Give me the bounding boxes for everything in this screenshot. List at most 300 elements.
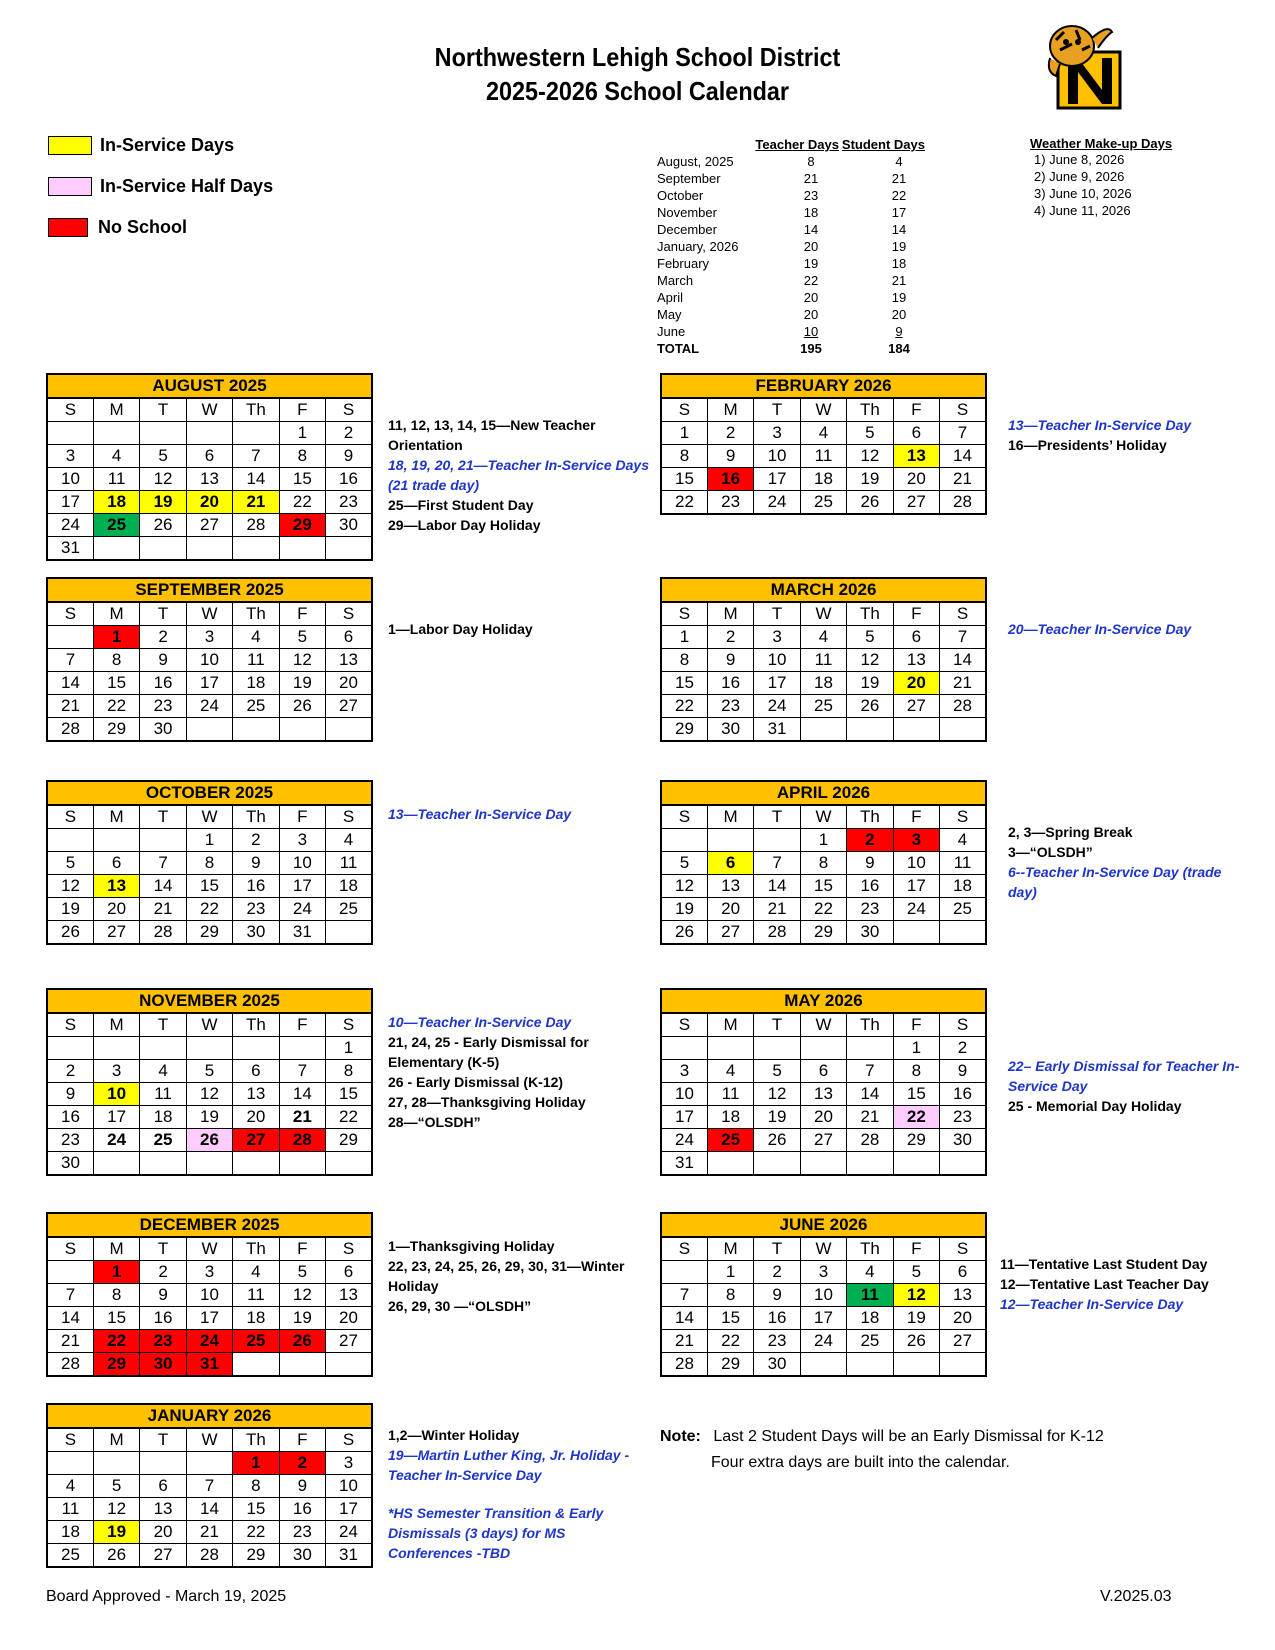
calendar-note-line: 25—First Student Day	[388, 497, 534, 513]
day-cell: 16	[707, 672, 753, 695]
day-cell: 22	[186, 898, 232, 921]
calendar-note-line: 18, 19, 20, 21—Teacher In-Service Days (21 trade day)	[388, 457, 649, 493]
days-row	[657, 187, 925, 204]
day-cell: 11	[233, 649, 279, 672]
day-cell: 27	[140, 1544, 186, 1568]
week-row	[661, 1129, 986, 1152]
day-cell: 3	[754, 626, 800, 649]
day-cell: 13	[893, 445, 939, 468]
empty-cell	[93, 1037, 139, 1060]
day-cell: 15	[279, 468, 325, 491]
calendar-note-line: 3—“OLSDH”	[1008, 844, 1093, 860]
day-cell: 17	[800, 1307, 846, 1330]
month-label: November	[657, 205, 717, 220]
day-cell: 9	[233, 852, 279, 875]
days-table-body	[657, 153, 925, 357]
day-cell: 10	[279, 852, 325, 875]
empty-cell	[279, 1152, 325, 1176]
days-total-row	[657, 340, 925, 357]
weekday-header: S	[47, 1429, 93, 1452]
day-cell: 12	[847, 445, 893, 468]
day-cell: 5	[140, 445, 186, 468]
days-row	[657, 221, 925, 238]
weekday-header: W	[186, 1014, 232, 1037]
day-cell: 17	[326, 1498, 372, 1521]
empty-cell	[186, 1037, 232, 1060]
weekday-header: M	[93, 1238, 139, 1261]
empty-cell	[233, 537, 279, 561]
day-cell: 11	[847, 1284, 893, 1307]
weekday-header: M	[93, 1014, 139, 1037]
empty-cell	[754, 1152, 800, 1176]
calendar-note-line: 10—Teacher In-Service Day	[388, 1014, 572, 1030]
day-cell: 20	[233, 1106, 279, 1129]
month-label: April	[657, 290, 684, 305]
weekday-header: Th	[847, 1014, 893, 1037]
empty-cell	[47, 1261, 93, 1284]
empty-cell	[93, 537, 139, 561]
day-cell: 20	[93, 898, 139, 921]
day-cell: 1	[279, 422, 325, 445]
week-row	[661, 649, 986, 672]
day-cell: 3	[279, 829, 325, 852]
day-cell: 16	[279, 1498, 325, 1521]
student-days: 19	[891, 290, 907, 305]
day-cell: 19	[847, 468, 893, 491]
day-cell: 6	[233, 1060, 279, 1083]
day-cell: 26	[186, 1129, 232, 1152]
day-cell: 21	[847, 1106, 893, 1129]
day-cell: 2	[940, 1037, 986, 1060]
weekday-header: W	[186, 1238, 232, 1261]
day-cell: 8	[233, 1475, 279, 1498]
day-cell: 16	[140, 672, 186, 695]
week-row	[661, 445, 986, 468]
day-cell: 23	[707, 491, 753, 515]
month-label: September	[657, 171, 721, 186]
day-cell: 26	[279, 695, 325, 718]
empty-cell	[140, 1037, 186, 1060]
calendar-note	[660, 1424, 1104, 1476]
day-cell: 29	[661, 718, 707, 742]
calendar-note-line: 1—Thanksgiving Holiday	[388, 1238, 555, 1254]
day-cell: 9	[140, 649, 186, 672]
day-cell: 29	[800, 921, 846, 945]
day-cell: 15	[93, 1307, 139, 1330]
day-cell: 23	[279, 1521, 325, 1544]
month-label: August, 2025	[657, 154, 734, 169]
week-row	[661, 1353, 986, 1377]
day-cell: 5	[279, 626, 325, 649]
day-cell: 11	[800, 649, 846, 672]
day-cell: 19	[279, 1307, 325, 1330]
day-cell: 1	[93, 626, 139, 649]
day-cell: 28	[140, 921, 186, 945]
day-cell: 29	[279, 514, 325, 537]
weekday-header: F	[893, 603, 939, 626]
weekday-header: F	[893, 1238, 939, 1261]
day-cell: 2	[47, 1060, 93, 1083]
day-cell: 3	[754, 422, 800, 445]
day-cell: 19	[186, 1106, 232, 1129]
empty-cell	[93, 1452, 139, 1475]
day-cell: 25	[707, 1129, 753, 1152]
month-calendar	[46, 780, 373, 945]
day-cell: 22	[279, 491, 325, 514]
day-cell: 14	[661, 1307, 707, 1330]
day-cell: 17	[186, 1307, 232, 1330]
student-days: 17	[891, 205, 907, 220]
month-calendar	[46, 1212, 373, 1377]
day-cell: 27	[233, 1129, 279, 1152]
day-cell: 12	[279, 649, 325, 672]
day-cell: 19	[140, 491, 186, 514]
student-days: 9	[895, 324, 903, 339]
day-cell: 13	[326, 649, 372, 672]
day-cell: 5	[186, 1060, 232, 1083]
week-row	[661, 898, 986, 921]
day-cell: 25	[93, 514, 139, 537]
makeup-item: 2) June 9, 2026	[1034, 169, 1125, 184]
day-cell: 26	[847, 695, 893, 718]
day-cell: 23	[326, 491, 372, 514]
week-row	[47, 514, 372, 537]
month-header: NOVEMBER 2025	[46, 988, 373, 1013]
day-cell: 19	[893, 1307, 939, 1330]
empty-cell	[661, 829, 707, 852]
week-row	[661, 422, 986, 445]
day-cell: 18	[233, 1307, 279, 1330]
day-cell: 11	[940, 852, 986, 875]
weekday-header: F	[893, 1014, 939, 1037]
day-cell: 20	[800, 1106, 846, 1129]
weekday-header: M	[707, 399, 753, 422]
empty-cell	[279, 1353, 325, 1377]
days-row	[657, 272, 925, 289]
weekday-header: W	[800, 399, 846, 422]
weekday-header: Th	[847, 806, 893, 829]
empty-cell	[186, 1152, 232, 1176]
week-row	[47, 1037, 372, 1060]
day-cell: 10	[754, 649, 800, 672]
day-cell: 15	[661, 672, 707, 695]
days-row	[657, 170, 925, 187]
day-cell: 2	[233, 829, 279, 852]
day-cell: 26	[279, 1330, 325, 1353]
day-cell: 2	[140, 626, 186, 649]
day-cell: 14	[186, 1498, 232, 1521]
day-cell: 20	[707, 898, 753, 921]
day-cell: 30	[47, 1152, 93, 1176]
weekday-header: S	[326, 1429, 372, 1452]
makeup-item: 1) June 8, 2026	[1034, 152, 1125, 167]
total-label: TOTAL	[657, 341, 700, 356]
weekday-header: M	[93, 1429, 139, 1452]
day-cell: 10	[800, 1284, 846, 1307]
day-cell: 21	[47, 1330, 93, 1353]
day-cell: 10	[47, 468, 93, 491]
month-label: March	[657, 273, 694, 288]
student-days: 22	[891, 188, 907, 203]
empty-cell	[940, 718, 986, 742]
teacher-days: 20	[803, 307, 819, 322]
day-cell: 4	[233, 1261, 279, 1284]
weekday-header: Th	[233, 1429, 279, 1452]
day-cell: 30	[754, 1353, 800, 1377]
day-cell: 24	[47, 514, 93, 537]
calendar-note-line: 11, 12, 13, 14, 15—New Teacher Orientation	[388, 417, 596, 453]
calendar-note-line: 27, 28—Thanksgiving Holiday	[388, 1094, 586, 1110]
month-calendar	[46, 373, 373, 561]
day-cell: 27	[186, 514, 232, 537]
week-row	[47, 1083, 372, 1106]
empty-cell	[893, 1353, 939, 1377]
month-notes	[1008, 822, 1240, 902]
teacher-days: 14	[803, 222, 819, 237]
day-cell: 14	[279, 1083, 325, 1106]
teacher-total: 195	[800, 341, 822, 356]
weekday-header: W	[186, 399, 232, 422]
day-cell: 17	[893, 875, 939, 898]
empty-cell	[754, 829, 800, 852]
month-notes	[1008, 1056, 1240, 1116]
weekday-header: T	[140, 603, 186, 626]
day-cell: 21	[661, 1330, 707, 1353]
day-cell: 10	[661, 1083, 707, 1106]
weekday-header: F	[279, 1238, 325, 1261]
day-cell: 15	[893, 1083, 939, 1106]
day-cell: 18	[800, 468, 846, 491]
day-cell: 17	[186, 672, 232, 695]
week-row	[47, 1452, 372, 1475]
day-cell: 26	[140, 514, 186, 537]
day-cell: 13	[707, 875, 753, 898]
week-row	[47, 898, 372, 921]
day-cell: 6	[707, 852, 753, 875]
day-cell: 7	[47, 1284, 93, 1307]
month-notes	[388, 619, 650, 639]
day-cell: 3	[186, 1261, 232, 1284]
month-notes	[1008, 415, 1240, 455]
week-row	[661, 1060, 986, 1083]
student-days: 21	[891, 171, 907, 186]
empty-cell	[847, 1037, 893, 1060]
day-cell: 15	[707, 1307, 753, 1330]
days-summary-table	[657, 136, 925, 357]
day-cell: 30	[233, 921, 279, 945]
empty-cell	[754, 1037, 800, 1060]
weekday-header: Th	[847, 1238, 893, 1261]
weekday-header: Th	[233, 1238, 279, 1261]
weekday-header: S	[47, 603, 93, 626]
day-cell: 11	[233, 1284, 279, 1307]
day-cell: 12	[279, 1284, 325, 1307]
day-cell: 10	[893, 852, 939, 875]
calendar-note-line: 1—Labor Day Holiday	[388, 621, 533, 637]
week-row	[661, 1083, 986, 1106]
day-cell: 30	[140, 1353, 186, 1377]
day-cell: 6	[326, 626, 372, 649]
day-cell: 5	[661, 852, 707, 875]
empty-cell	[279, 718, 325, 742]
day-cell: 4	[800, 422, 846, 445]
month-notes	[388, 804, 650, 824]
month-notes	[388, 415, 650, 535]
day-cell: 17	[279, 875, 325, 898]
month-calendar	[660, 577, 987, 742]
month-header: DECEMBER 2025	[46, 1212, 373, 1237]
day-cell: 5	[847, 422, 893, 445]
day-cell: 24	[893, 898, 939, 921]
legend-item-no-school	[48, 217, 187, 237]
empty-cell	[140, 1152, 186, 1176]
day-cell: 31	[661, 1152, 707, 1176]
teacher-days: 20	[803, 290, 819, 305]
month-label: October	[657, 188, 704, 203]
day-cell: 31	[754, 718, 800, 742]
empty-cell	[140, 1452, 186, 1475]
day-cell: 12	[661, 875, 707, 898]
day-cell: 20	[326, 1307, 372, 1330]
day-cell: 22	[800, 898, 846, 921]
day-cell: 16	[326, 468, 372, 491]
weekday-header: S	[940, 806, 986, 829]
day-cell: 2	[847, 829, 893, 852]
weather-makeup-days	[1030, 136, 1172, 219]
week-row	[661, 695, 986, 718]
day-cell: 26	[47, 921, 93, 945]
calendar-note-line: 25 - Memorial Day Holiday	[1008, 1098, 1182, 1114]
day-cell: 12	[847, 649, 893, 672]
day-cell: 3	[93, 1060, 139, 1083]
day-cell: 1	[233, 1452, 279, 1475]
day-cell: 28	[754, 921, 800, 945]
day-cell: 14	[47, 672, 93, 695]
day-cell: 13	[800, 1083, 846, 1106]
empty-cell	[279, 537, 325, 561]
day-cell: 25	[940, 898, 986, 921]
weekday-header: M	[93, 603, 139, 626]
weekday-header: S	[326, 1014, 372, 1037]
board-approved: Board Approved - March 19, 2025	[46, 1588, 287, 1605]
day-cell: 9	[940, 1060, 986, 1083]
day-cell: 30	[940, 1129, 986, 1152]
weekday-header: S	[940, 399, 986, 422]
day-cell: 27	[707, 921, 753, 945]
makeup-item: 4) June 11, 2026	[1034, 203, 1131, 218]
days-row	[657, 306, 925, 323]
teacher-days-header: Teacher Days	[755, 137, 839, 152]
day-cell: 20	[893, 468, 939, 491]
day-cell: 5	[754, 1060, 800, 1083]
week-row	[661, 1307, 986, 1330]
weekday-header: W	[186, 806, 232, 829]
empty-cell	[707, 829, 753, 852]
empty-cell	[279, 1037, 325, 1060]
day-cell: 6	[326, 1261, 372, 1284]
empty-cell	[661, 1037, 707, 1060]
day-cell: 9	[47, 1083, 93, 1106]
day-cell: 25	[847, 1330, 893, 1353]
day-cell: 29	[326, 1129, 372, 1152]
day-cell: 19	[93, 1521, 139, 1544]
day-cell: 28	[186, 1544, 232, 1568]
day-cell: 12	[140, 468, 186, 491]
month-label: December	[657, 222, 717, 237]
day-cell: 6	[93, 852, 139, 875]
weekday-header: W	[800, 1238, 846, 1261]
calendar-note-line: *HS Semester Transition & Early Dismissals (3 days) for MS Conferences -TBD	[388, 1505, 604, 1561]
weekday-header: S	[940, 1238, 986, 1261]
day-cell: 23	[233, 898, 279, 921]
days-row	[657, 153, 925, 170]
empty-cell	[93, 829, 139, 852]
day-cell: 28	[47, 1353, 93, 1377]
day-cell: 25	[326, 898, 372, 921]
calendar-note-line: 13—Teacher In-Service Day	[1008, 417, 1192, 433]
month-calendar	[660, 988, 987, 1176]
weekday-header: T	[140, 806, 186, 829]
weekday-header: S	[47, 1014, 93, 1037]
student-total: 184	[888, 341, 910, 356]
week-row	[47, 875, 372, 898]
empty-cell	[326, 537, 372, 561]
empty-cell	[47, 422, 93, 445]
day-cell: 27	[940, 1330, 986, 1353]
day-cell: 7	[186, 1475, 232, 1498]
day-cell: 10	[186, 1284, 232, 1307]
day-cell: 25	[233, 1330, 279, 1353]
week-row	[47, 537, 372, 561]
day-cell: 8	[93, 1284, 139, 1307]
day-cell: 16	[707, 468, 753, 491]
in-service-swatch	[48, 136, 92, 155]
weekday-header: T	[754, 1238, 800, 1261]
weekday-header: F	[893, 806, 939, 829]
empty-cell	[800, 1037, 846, 1060]
week-row	[47, 852, 372, 875]
day-cell: 1	[326, 1037, 372, 1060]
day-cell: 13	[93, 875, 139, 898]
empty-cell	[140, 537, 186, 561]
day-cell: 21	[279, 1106, 325, 1129]
day-cell: 12	[893, 1284, 939, 1307]
day-cell: 22	[661, 695, 707, 718]
day-cell: 7	[140, 852, 186, 875]
calendar-note-line: 2, 3—Spring Break	[1008, 824, 1133, 840]
weekday-header: M	[707, 603, 753, 626]
week-row	[661, 626, 986, 649]
day-cell: 22	[326, 1106, 372, 1129]
weekday-header: F	[279, 806, 325, 829]
empty-cell	[940, 1353, 986, 1377]
day-cell: 14	[47, 1307, 93, 1330]
day-cell: 8	[279, 445, 325, 468]
day-cell: 20	[940, 1307, 986, 1330]
day-cell: 27	[893, 695, 939, 718]
day-cell: 3	[47, 445, 93, 468]
day-cell: 28	[847, 1129, 893, 1152]
day-cell: 18	[800, 672, 846, 695]
day-cell: 31	[47, 537, 93, 561]
day-cell: 13	[326, 1284, 372, 1307]
week-row	[47, 672, 372, 695]
day-cell: 6	[186, 445, 232, 468]
month-notes	[1008, 619, 1240, 639]
days-row	[657, 255, 925, 272]
week-row	[47, 1106, 372, 1129]
month-header: APRIL 2026	[660, 780, 987, 805]
